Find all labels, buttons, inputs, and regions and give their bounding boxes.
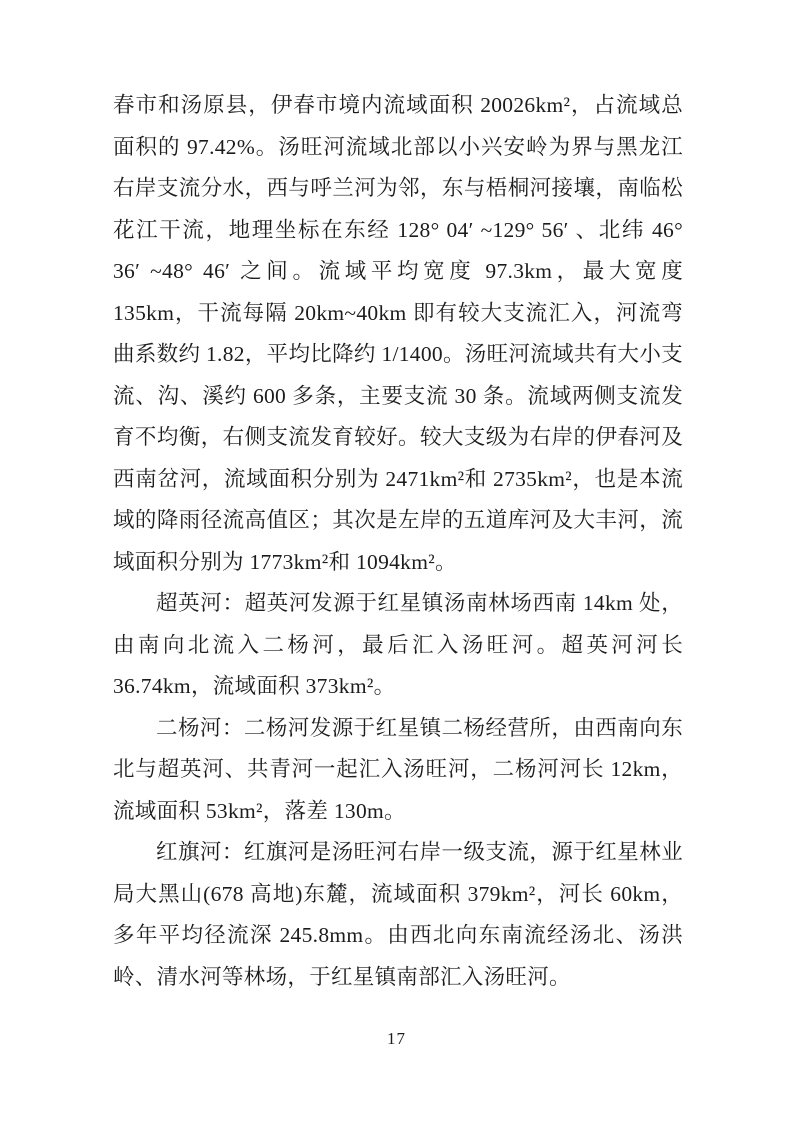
- paragraph-hongqi-river: 红旗河：红旗河是汤旺河右岸一级支流，源于红星林业局大黑山(678 高地)东麓，流域面积 379km²，河长 60km，多年平均径流深 245.8mm。由西北向东南流经汤北、汤洪岭、清水河等林场，于红星镇南部汇入汤旺河。: [113, 840, 683, 989]
- paragraph-basin-overview-continued: 春市和汤原县，伊春市境内流域面积 20026km²，占流域总面积的 97.42%。汤旺河流域北部以小兴安岭为界与黑龙江右岸支流分水，西与呼兰河为邻，东与梧桐河接壤，南临松花江干流，地理坐标在东经 128° 04′ ~129° 56′ 、北纬 46° 36′ ~48° 46′ 之间。流域平均宽度 97.3km，最大宽度 135km，干流每隔 20km~40km 即有较大支流汇入，河流弯曲系数约 1.82，平均比降约 1/1400。汤旺河流域共有大小支流、沟、溪约 600 多条，主要支流 30 条。流域两侧支流发育不均衡，右侧支流发育较好。较大支级为右岸的伊春河及西南岔河，流域面积分别为 2471km²和 2735km²，也是本流域的降雨径流高值区；其次是左岸的五道库河及大丰河，流域面积分别为 1773km²和 1094km²。: [113, 93, 683, 574]
- paragraph-eryang-river: 二杨河：二杨河发源于红星镇二杨经营所，由西南向东北与超英河、共青河一起汇入汤旺河，二杨河河长 12km，流域面积 53km²，落差 130m。: [113, 715, 683, 823]
- document-body: [113, 85, 683, 998]
- page-number: 17: [387, 1029, 406, 1048]
- paragraph-chaoying-river: 超英河：超英河发源于红星镇汤南林场西南 14km 处，由南向北流入二杨河，最后汇入汤旺河。超英河河长 36.74km，流域面积 373km²。: [113, 591, 683, 698]
